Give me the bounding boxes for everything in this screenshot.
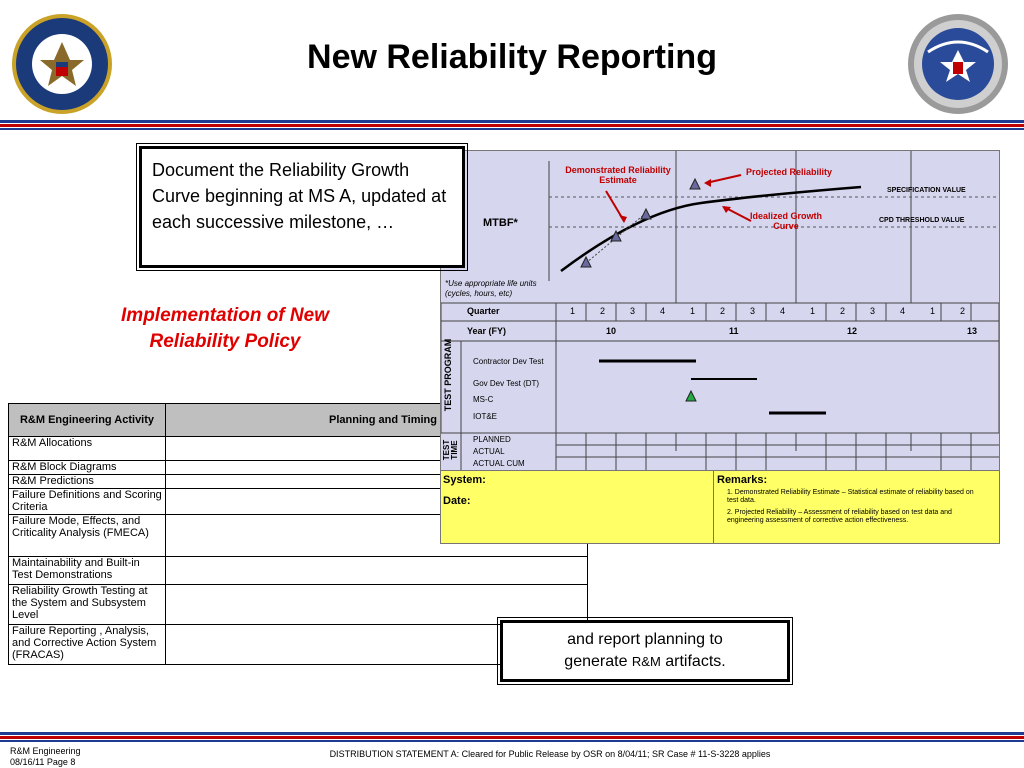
callout-bottom-line-1: and report planning to bbox=[567, 631, 723, 648]
quarter-cell: 3 bbox=[750, 306, 756, 316]
quarter-cell: 3 bbox=[870, 306, 876, 316]
footer-statement: DISTRIBUTION STATEMENT A: Cleared for Public Release by OSR on 8/04/11; SR Case # 11-S-3228 applies bbox=[329, 749, 771, 759]
quarter-label: Quarter bbox=[467, 306, 500, 316]
test-time-row: ACTUAL CUM bbox=[473, 459, 525, 468]
quarter-cell: 2 bbox=[600, 306, 606, 316]
table-row: Failure Reporting , Analysis, and Corrective Action System (FRACAS) bbox=[9, 625, 166, 665]
quarter-cell: 4 bbox=[900, 306, 906, 316]
quarter-cell: 1 bbox=[810, 306, 816, 316]
label-projected: Projected Reliability bbox=[746, 167, 833, 177]
quarter-cell: 2 bbox=[840, 306, 846, 316]
footer-stripe-blue-2 bbox=[0, 740, 1024, 742]
subtitle-line-1: Implementation of New bbox=[121, 305, 329, 326]
label-mtbf: MTBF* bbox=[483, 217, 518, 229]
remark-item: 1. Demonstrated Reliability Estimate – Statistical estimate of reliability based on test data. bbox=[727, 489, 974, 504]
quarter-cell: 1 bbox=[690, 306, 696, 316]
label-idealized: Idealized Growth Curve bbox=[749, 211, 822, 231]
quarter-row bbox=[556, 306, 999, 320]
quarter-cell: 4 bbox=[660, 306, 666, 316]
test-program-row: Gov Dev Test (DT) bbox=[473, 379, 540, 388]
quarter-cell: 1 bbox=[570, 306, 576, 316]
year-cell: 11 bbox=[729, 326, 739, 336]
table-row: Maintainability and Built-in Test Demonstrations bbox=[9, 557, 166, 585]
footer-date-page: 08/16/11 Page 8 bbox=[10, 757, 76, 767]
table-row: Failure Definitions and Scoring Criteria bbox=[9, 489, 166, 515]
reliability-growth-chart bbox=[440, 150, 1000, 472]
test-time-label: TEST TIME bbox=[442, 439, 459, 461]
footer-left bbox=[10, 746, 81, 768]
footer-stripe-blue bbox=[0, 732, 1024, 735]
slide-title: New Reliability Reporting bbox=[307, 38, 717, 76]
label-demonstrated: Demonstrated Reliability Estimate bbox=[565, 165, 671, 185]
callout-bottom-line-2: generate R&M artifacts. bbox=[564, 653, 726, 670]
callout-bottom bbox=[500, 620, 790, 682]
test-time-row: ACTUAL bbox=[473, 447, 505, 456]
quarter-cell: 2 bbox=[720, 306, 726, 316]
table-header-activity: R&M Engineering Activity bbox=[9, 404, 166, 437]
callout-top: Document the Reliability Growth Curve beginning at MS A, updated at each successive milestone, … bbox=[139, 146, 465, 268]
test-time-row: PLANNED bbox=[473, 435, 511, 444]
table-row: Failure Mode, Effects, and Criticality Analysis (FMECA) bbox=[9, 515, 166, 557]
header-stripe-blue-2 bbox=[0, 128, 1024, 130]
label-cpd-value: CPD THRESHOLD VALUE bbox=[879, 217, 965, 224]
table-row: Reliability Growth Testing at the System and Subsystem Level bbox=[9, 585, 166, 625]
date-label: Date: bbox=[443, 495, 471, 507]
header-stripe-red bbox=[0, 124, 1024, 127]
quarter-cell: 4 bbox=[780, 306, 786, 316]
quarter-cell: 1 bbox=[930, 306, 936, 316]
year-label: Year (FY) bbox=[467, 326, 507, 336]
quarter-cell: 2 bbox=[960, 306, 966, 316]
subtitle-line-2: Reliability Policy bbox=[149, 331, 301, 352]
footer-org: R&M Engineering bbox=[10, 746, 81, 756]
remarks-label: Remarks: bbox=[717, 474, 768, 486]
table-row: R&M Predictions bbox=[9, 475, 166, 489]
remark-item: 2. Projected Reliability – Assessment of reliability based on test data and engineering assessment of corrective action effectiveness. bbox=[727, 509, 952, 524]
table-header-planning: Planning and Timing bbox=[166, 404, 588, 437]
footer-stripe-red bbox=[0, 736, 1024, 739]
year-cell: 10 bbox=[606, 326, 617, 336]
header-stripe-blue bbox=[0, 120, 1024, 123]
test-program-row: MS-C bbox=[473, 395, 494, 404]
slide-subtitle bbox=[80, 303, 370, 355]
remarks-panel bbox=[440, 470, 1000, 544]
test-program-row: IOT&E bbox=[473, 412, 498, 421]
table-row: R&M Allocations bbox=[9, 437, 166, 461]
test-program-label: TEST PROGRAM bbox=[443, 338, 453, 412]
system-label: System: bbox=[443, 474, 486, 486]
label-spec-value: SPECIFICATION VALUE bbox=[887, 187, 966, 194]
chart-note: *Use appropriate life units (cycles, hours, etc) bbox=[445, 279, 537, 298]
table-row: R&M Block Diagrams bbox=[9, 461, 166, 475]
quarter-cell: 3 bbox=[630, 306, 636, 316]
year-cell: 12 bbox=[847, 326, 858, 336]
year-cell: 13 bbox=[967, 326, 978, 336]
test-program-row: Contractor Dev Test bbox=[473, 357, 544, 366]
